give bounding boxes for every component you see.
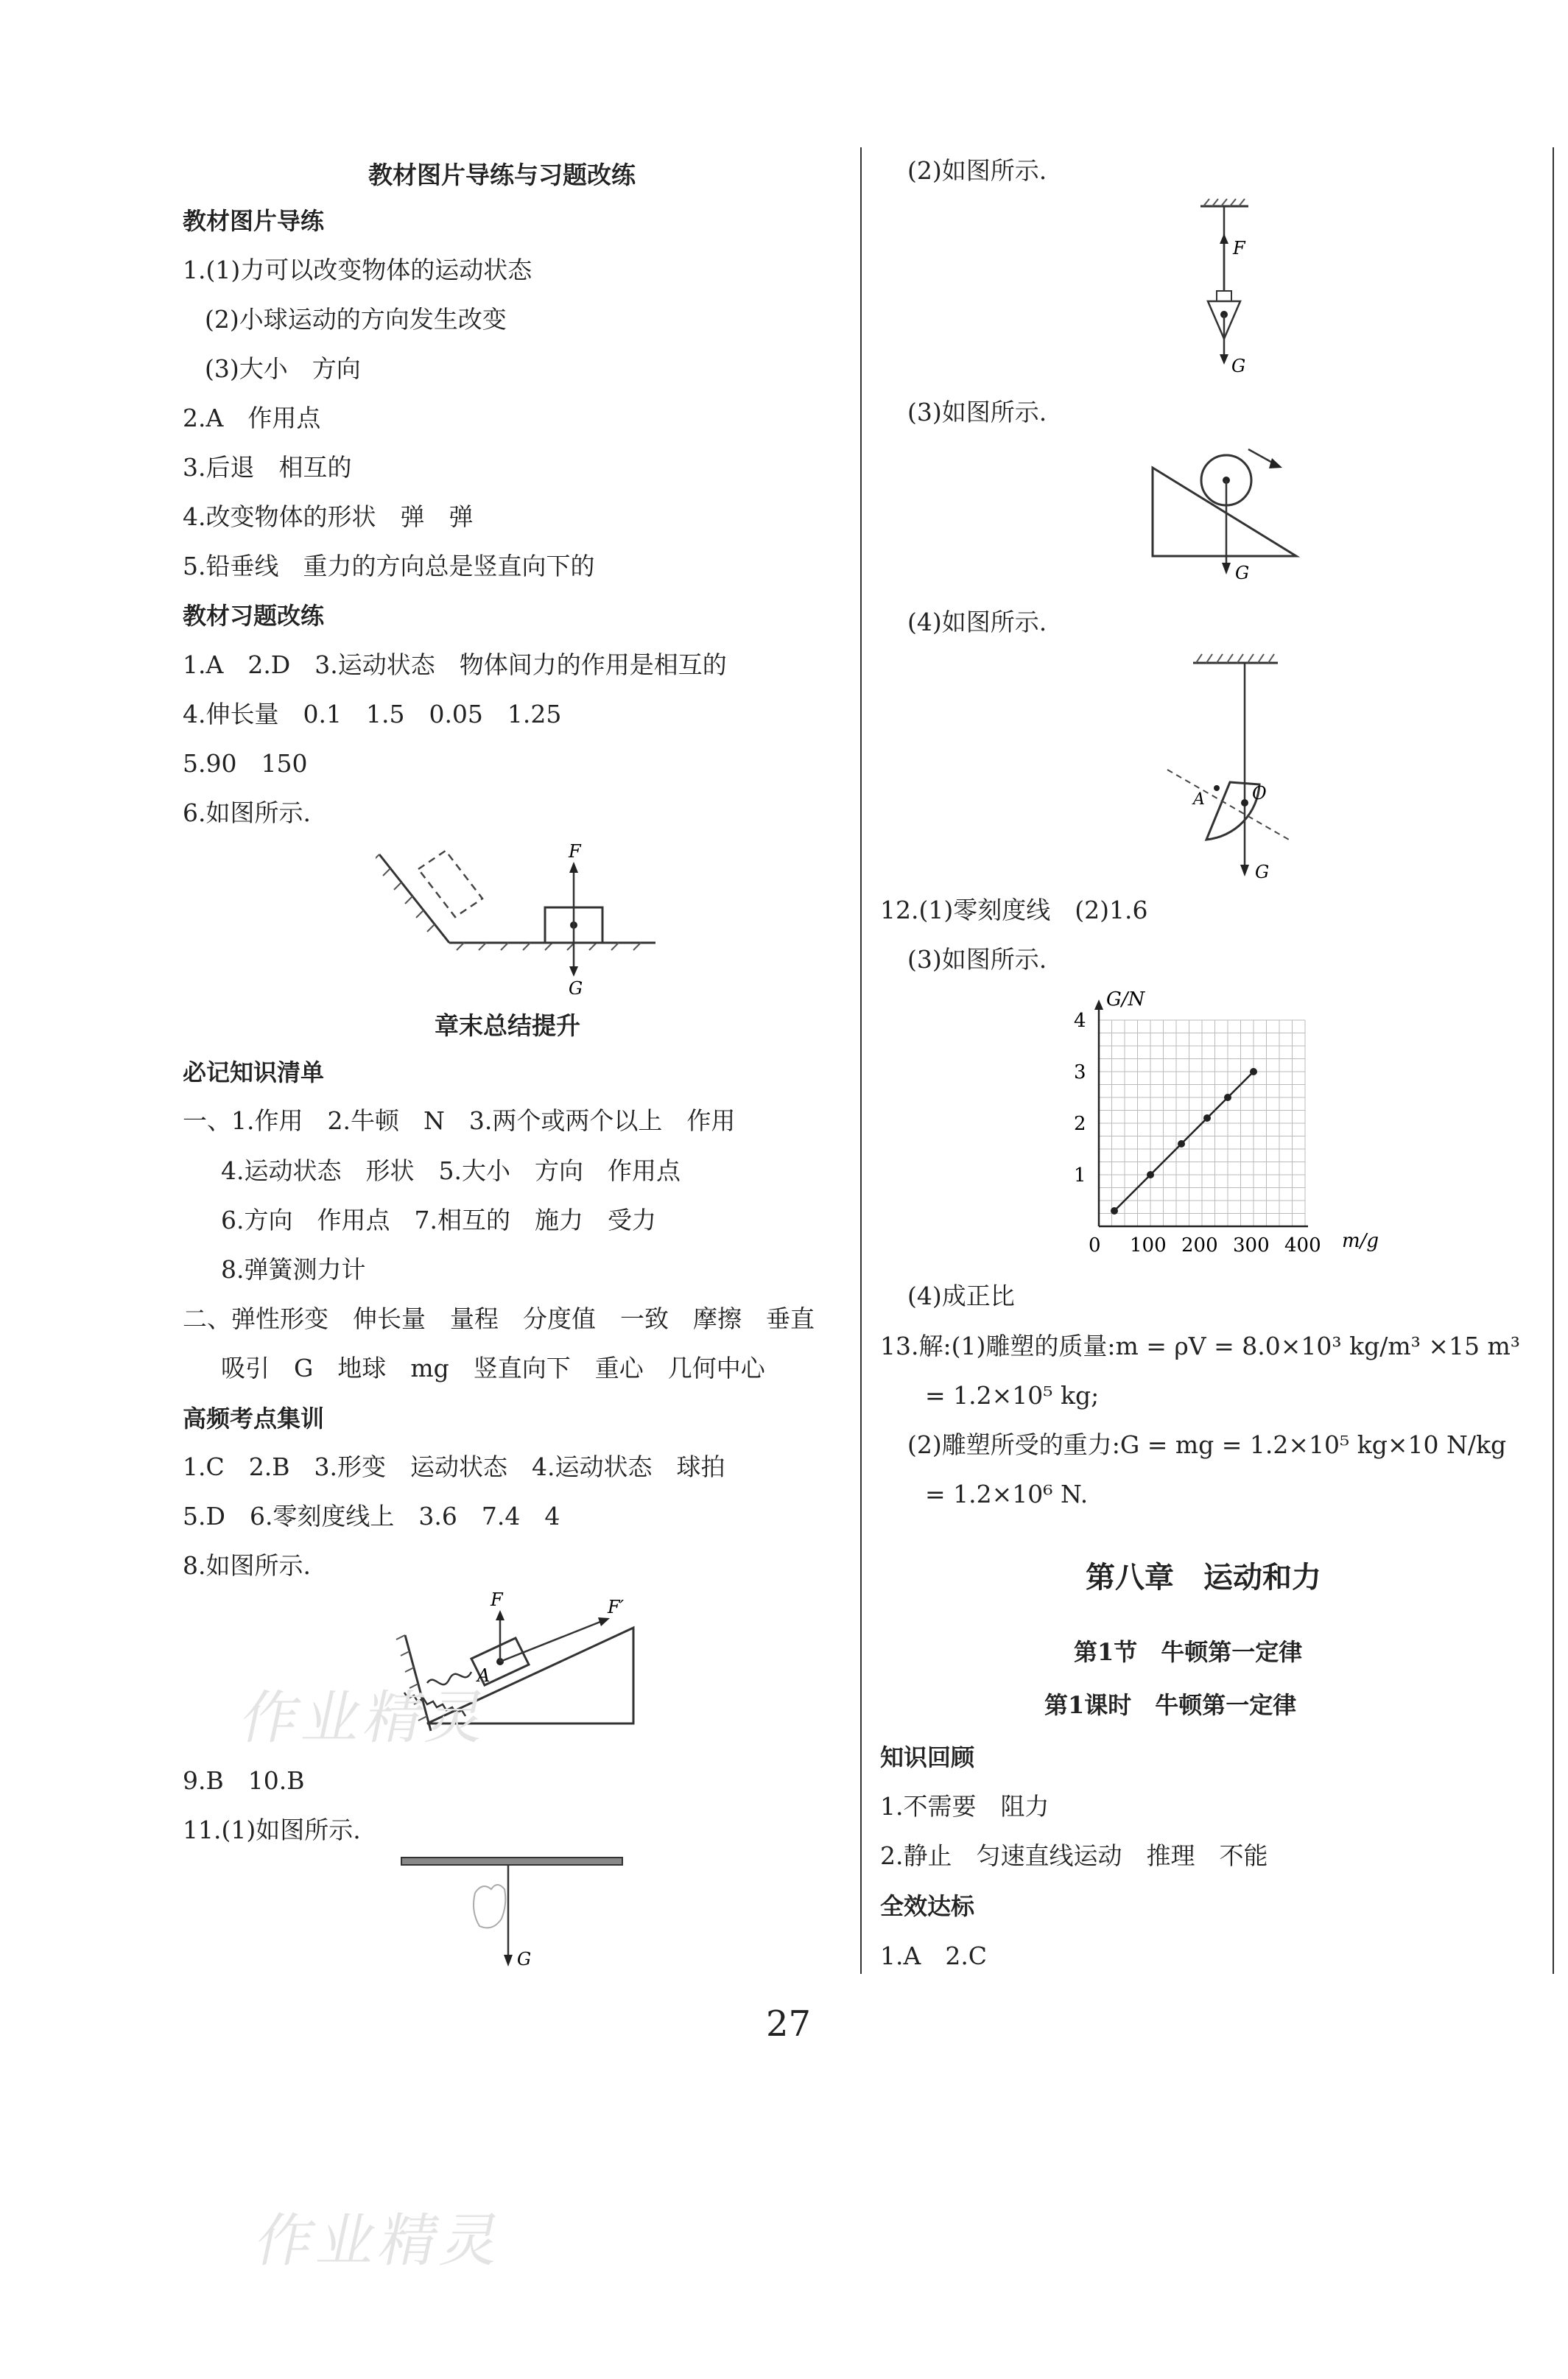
chart-data-point: [1111, 1207, 1118, 1215]
answer-line: 6.如图所示.: [183, 798, 311, 827]
answer-line: 2.A 作用点: [183, 404, 321, 432]
chart-data-point: [1224, 1094, 1231, 1101]
answer-line: 8.如图所示.: [183, 1551, 311, 1580]
answer-line: 5.D 6.零刻度线上 3.6 7.4 4: [183, 1502, 560, 1531]
answer-line: 1.A 2.C: [880, 1941, 988, 1970]
chart-x-tick-label: 400: [1284, 1234, 1321, 1257]
chart-x-tick-label: 100: [1130, 1234, 1167, 1257]
answer-line: 1.不需要 阻力: [880, 1792, 1050, 1821]
answer-line: 1.A 2.D 3.运动状态 物体间力的作用是相互的: [183, 650, 727, 679]
heading-textbook-figures: 教材图片导练: [183, 207, 325, 235]
answer-line: 13.解:(1)雕塑的质量:m = ρV = 8.0×10³ kg/m³ ×15 m³: [880, 1332, 1520, 1360]
point-label-o: O: [1252, 783, 1267, 804]
answer-line: 5.90 150: [183, 749, 308, 778]
answer-line: 2.静止 匀速直线运动 推理 不能: [880, 1841, 1268, 1870]
chart-y-tick-label: 2: [1074, 1113, 1086, 1135]
force-label-f-prime: F′: [608, 1597, 625, 1617]
figure-hanging-cone: [1178, 195, 1282, 379]
answer-line: 二、弹性形变 伸长量 量程 分度值 一致 摩擦 垂直: [183, 1304, 815, 1333]
heading-textbook-exercises: 教材习题改练: [183, 602, 325, 630]
answer-line: (2)雕塑所受的重力:G = mg = 1.2×10⁵ kg×10 N/kg: [907, 1430, 1507, 1459]
section-title-1: 教材图片导练与习题改练: [368, 161, 636, 189]
force-label-g: G: [1255, 862, 1270, 882]
chapter-title: 第八章 运动和力: [1086, 1560, 1321, 1595]
force-label-g: G: [1231, 356, 1246, 376]
force-label-g: G: [517, 1949, 532, 1969]
chart-y-tick-label: 4: [1074, 1010, 1086, 1032]
chart-data-point: [1178, 1140, 1185, 1148]
answer-line: 12.(1)零刻度线 (2)1.6: [880, 896, 1148, 924]
heading-knowledge-review: 知识回顾: [880, 1743, 975, 1771]
answer-line: (4)如图所示.: [907, 608, 1047, 636]
chart-g-vs-m: [1061, 983, 1385, 1267]
answer-line: 1.C 2.B 3.形变 运动状态 4.运动状态 球拍: [183, 1452, 725, 1481]
chart-y-tick-label: 3: [1074, 1061, 1086, 1083]
chart-x-tick-label: 0: [1089, 1234, 1101, 1257]
answer-line: 5.铅垂线 重力的方向总是竖直向下的: [183, 552, 595, 580]
heading-full-mastery: 全效达标: [880, 1892, 975, 1920]
answer-line: 吸引 G 地球 mg 竖直向下 重心 几何中心: [221, 1354, 765, 1382]
watermark: 作业精灵: [249, 2208, 512, 2274]
figure-gravity-board: [398, 1849, 663, 1981]
heading-frequent-points: 高频考点集训: [183, 1405, 325, 1433]
watermark: 作业精灵: [234, 1685, 497, 1751]
lesson-heading: 第1课时 牛顿第一定律: [1044, 1691, 1297, 1719]
answer-line: 一、1.作用 2.牛顿 N 3.两个或两个以上 作用: [183, 1106, 736, 1135]
answer-line: 4.改变物体的形状 弹 弹: [183, 502, 474, 531]
answer-line: (2)如图所示.: [907, 156, 1047, 185]
answer-line: (3)如图所示.: [907, 945, 1047, 974]
chart-y-arrow: [1094, 999, 1103, 1010]
answer-line: (2)小球运动的方向发生改变: [205, 305, 507, 334]
answer-line: 6.方向 作用点 7.相互的 施力 受力: [221, 1206, 656, 1234]
force-label-f: F: [491, 1591, 503, 1610]
chart-x-tick-label: 300: [1233, 1234, 1270, 1257]
chart-x-label: m/g: [1342, 1230, 1379, 1252]
figure-block-on-slope: [376, 840, 663, 994]
force-label-g: G: [1235, 563, 1250, 583]
answer-line: 4.伸长量 0.1 1.5 0.05 1.25: [183, 700, 562, 728]
force-label-f: F: [1233, 238, 1245, 259]
figure-semicircle-pendulum: [1149, 648, 1311, 884]
figure-ball-on-slope: [1145, 435, 1315, 597]
force-label-f: F: [569, 841, 581, 862]
point-label-a: A: [1193, 790, 1205, 809]
answer-line: (3)大小 方向: [205, 354, 361, 383]
right-edge-rule: [1553, 147, 1554, 1974]
answer-line: = 1.2×10⁶ N.: [925, 1480, 1089, 1508]
answer-line: 4.运动状态 形状 5.大小 方向 作用点: [221, 1156, 681, 1185]
page-number: 27: [766, 2003, 812, 2045]
answer-line: 11.(1)如图所示.: [183, 1816, 361, 1844]
section-title-2: 章末总结提升: [435, 1011, 580, 1040]
answer-line: (3)如图所示.: [907, 398, 1047, 426]
answer-line: = 1.2×10⁵ kg;: [925, 1381, 1100, 1410]
heading-must-remember: 必记知识清单: [183, 1058, 325, 1086]
answer-line: 1.(1)力可以改变物体的运动状态: [183, 256, 532, 284]
answer-line: (4)成正比: [907, 1282, 1015, 1310]
answer-line: 9.B 10.B: [183, 1766, 305, 1795]
column-divider: [860, 147, 862, 1974]
block-label-a: A: [477, 1665, 491, 1686]
answer-line: 8.弹簧测力计: [221, 1255, 366, 1284]
answer-line: 3.后退 相互的: [183, 453, 352, 482]
chart-data-point: [1147, 1171, 1154, 1178]
chart-y-label: G/N: [1106, 988, 1145, 1011]
chart-data-point: [1203, 1114, 1211, 1122]
section-heading: 第1节 牛顿第一定律: [1074, 1638, 1303, 1666]
chart-y-tick-label: 1: [1074, 1164, 1086, 1187]
chart-x-tick-label: 200: [1181, 1234, 1218, 1257]
chart-data-point: [1250, 1068, 1257, 1075]
force-label-g: G: [569, 978, 583, 994]
